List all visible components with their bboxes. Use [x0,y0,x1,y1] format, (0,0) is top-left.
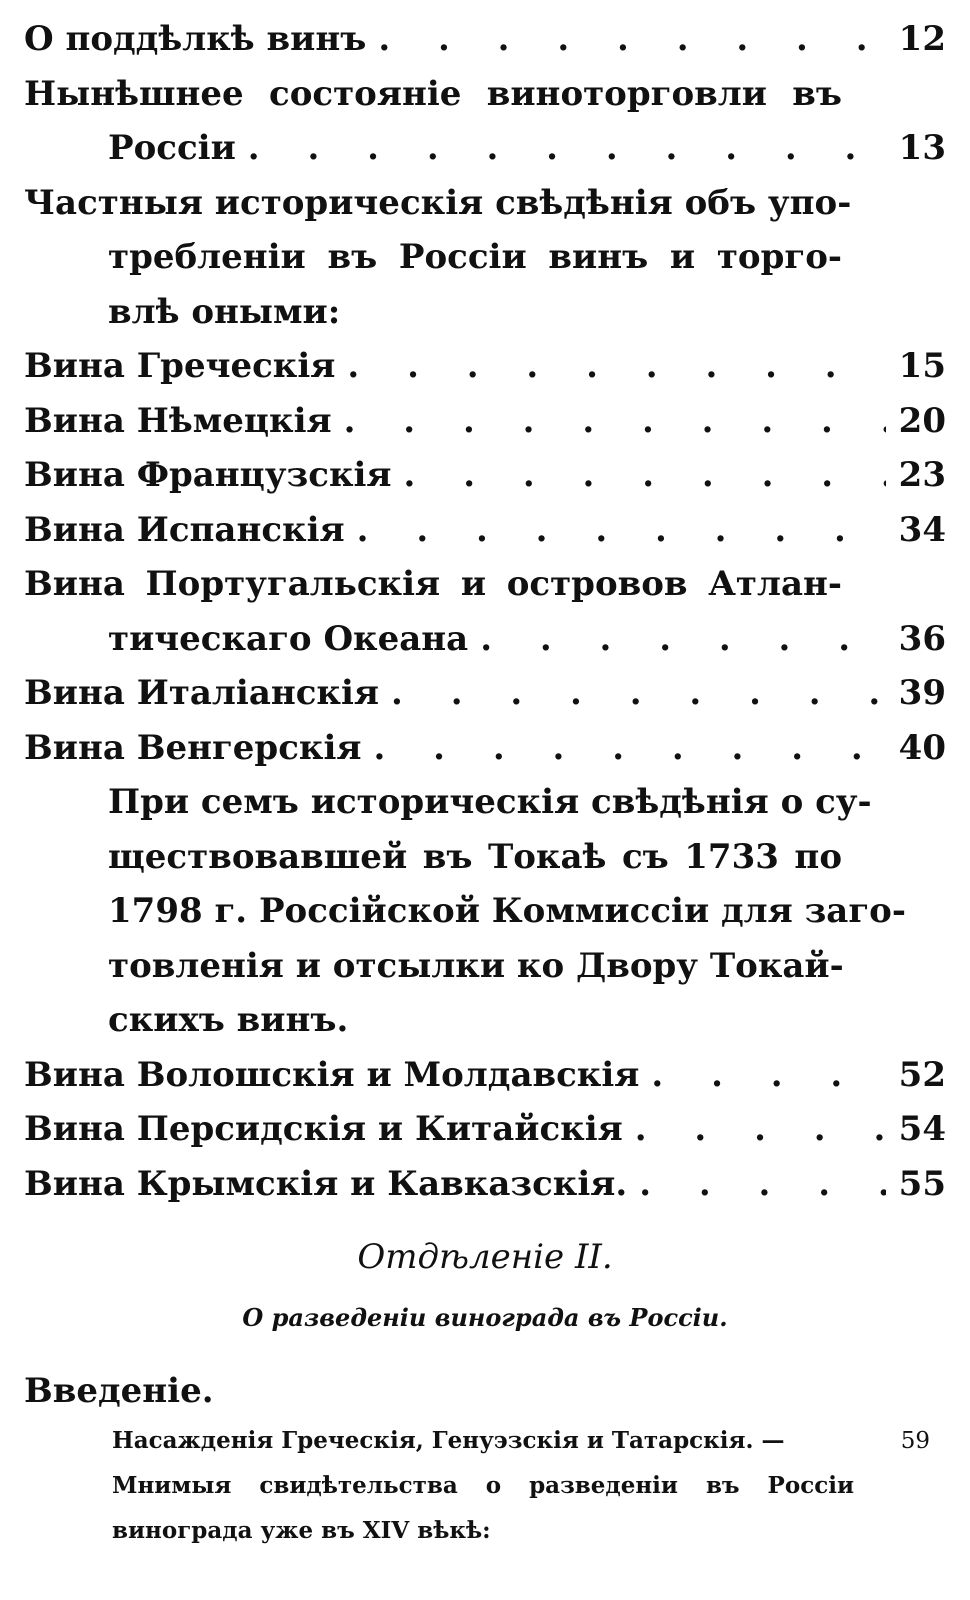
dot-leader [362,721,887,776]
toc-entry-title: Вина Португальскія и островов Атлан- [24,564,842,604]
dot-leader [366,12,886,67]
toc-entry-title: Нынѣшнее состояніе виноторговли въ [24,73,842,114]
toc-entry [0,67,970,176]
section-title: Отдѣленіе II. [357,1237,613,1277]
toc-entry [0,1102,970,1157]
sub-entry-page-number: 59 [900,1428,930,1454]
toc-entry-title: Вина Венгерскія [24,727,362,768]
sub-entries [112,1418,930,1553]
toc-entry-title: Вина Волошскія и Молдавскія [24,1054,640,1095]
toc-entry [0,12,970,67]
section-subtitle: О разведеніи винограда въ Россіи. [242,1303,728,1332]
toc-page-number: 36 [898,618,946,659]
toc-page-number: 13 [898,128,946,168]
dot-leader [627,1157,886,1212]
toc-entry-title: Вина Нѣмецкія [24,400,332,441]
toc-entry [0,503,970,558]
sub-entry-title: Мнимыя свидѣтельства о разведеніи въ Россіи [112,1472,854,1499]
toc-entry-title-cont: Россіи [108,128,236,168]
toc-entry-title-cont: влѣ оными: [108,291,341,332]
toc-entry [0,1048,970,1103]
toc-entry-title-cont: требленіи въ Россіи винъ и торго- [108,237,842,277]
toc-page-number: 39 [898,673,946,713]
toc-entry [0,176,970,340]
note-line: товленія и отсылки ко Двору Токай- [108,945,844,986]
dot-leader [379,666,886,721]
toc-entry [0,666,970,721]
toc-entry [0,394,970,449]
sub-entry [112,1418,930,1463]
note-line: При семъ историческія свѣдѣнія о су- [108,782,872,822]
toc-entry [0,557,970,666]
dot-leader [332,394,886,449]
toc-page-number: 40 [898,727,946,768]
dot-leader [345,503,886,558]
toc-entry-title: Вина Французскія [24,455,392,495]
toc-page-number: 54 [898,1109,946,1149]
toc-entry-title: Вина Греческія [24,346,336,386]
dot-leader [335,339,886,394]
dot-leader [392,448,886,503]
toc-page-number: 55 [898,1163,946,1204]
toc-entry [0,721,970,776]
note-line: ществовавшей въ Токаѣ съ 1733 по [108,836,842,877]
toc-page-number: 34 [898,509,946,550]
toc-page-number: 52 [898,1054,946,1095]
toc-entry-title: Вина Италіанскія [24,673,380,713]
toc-entry-title: Частныя историческія свѣдѣнія объ упо- [24,182,852,223]
toc-entry [0,448,970,503]
sub-entry-title: Насажденія Греческія, Генуэзскія и Татарскія. — [112,1427,785,1454]
dot-leader [468,612,886,667]
dot-leader [236,121,886,176]
toc-entry-title: Вина Персидскія и Китайскія [24,1109,623,1149]
note-line: скихъ винъ. [108,1000,349,1040]
toc-entry [0,339,970,394]
toc-entry-title: О поддѣлкѣ винъ [24,19,367,59]
toc-entry-title: Вина Испанскія [24,509,345,550]
intro-heading: Введеніе. [24,1371,214,1411]
toc-page-number: 15 [898,346,946,386]
historical-note [108,775,906,1048]
toc-page-number: 12 [898,19,946,59]
table-of-contents [0,12,970,1211]
dot-leader [639,1048,886,1103]
note-line: 1798 г. Россійской Коммиссіи для заго- [108,891,906,931]
sub-entry [112,1463,854,1508]
sub-entry-cont [112,1508,930,1553]
toc-entry [0,1157,970,1212]
sub-entry-title-cont: винограда уже въ XIV вѣкѣ: [112,1517,491,1544]
toc-page-number: 23 [898,455,946,495]
toc-entry-title-cont: тическаго Океана [108,618,469,659]
dot-leader [623,1102,886,1157]
toc-page-number: 20 [898,400,946,441]
toc-entry-title: Вина Крымскія и Кавказскія. [24,1163,628,1204]
